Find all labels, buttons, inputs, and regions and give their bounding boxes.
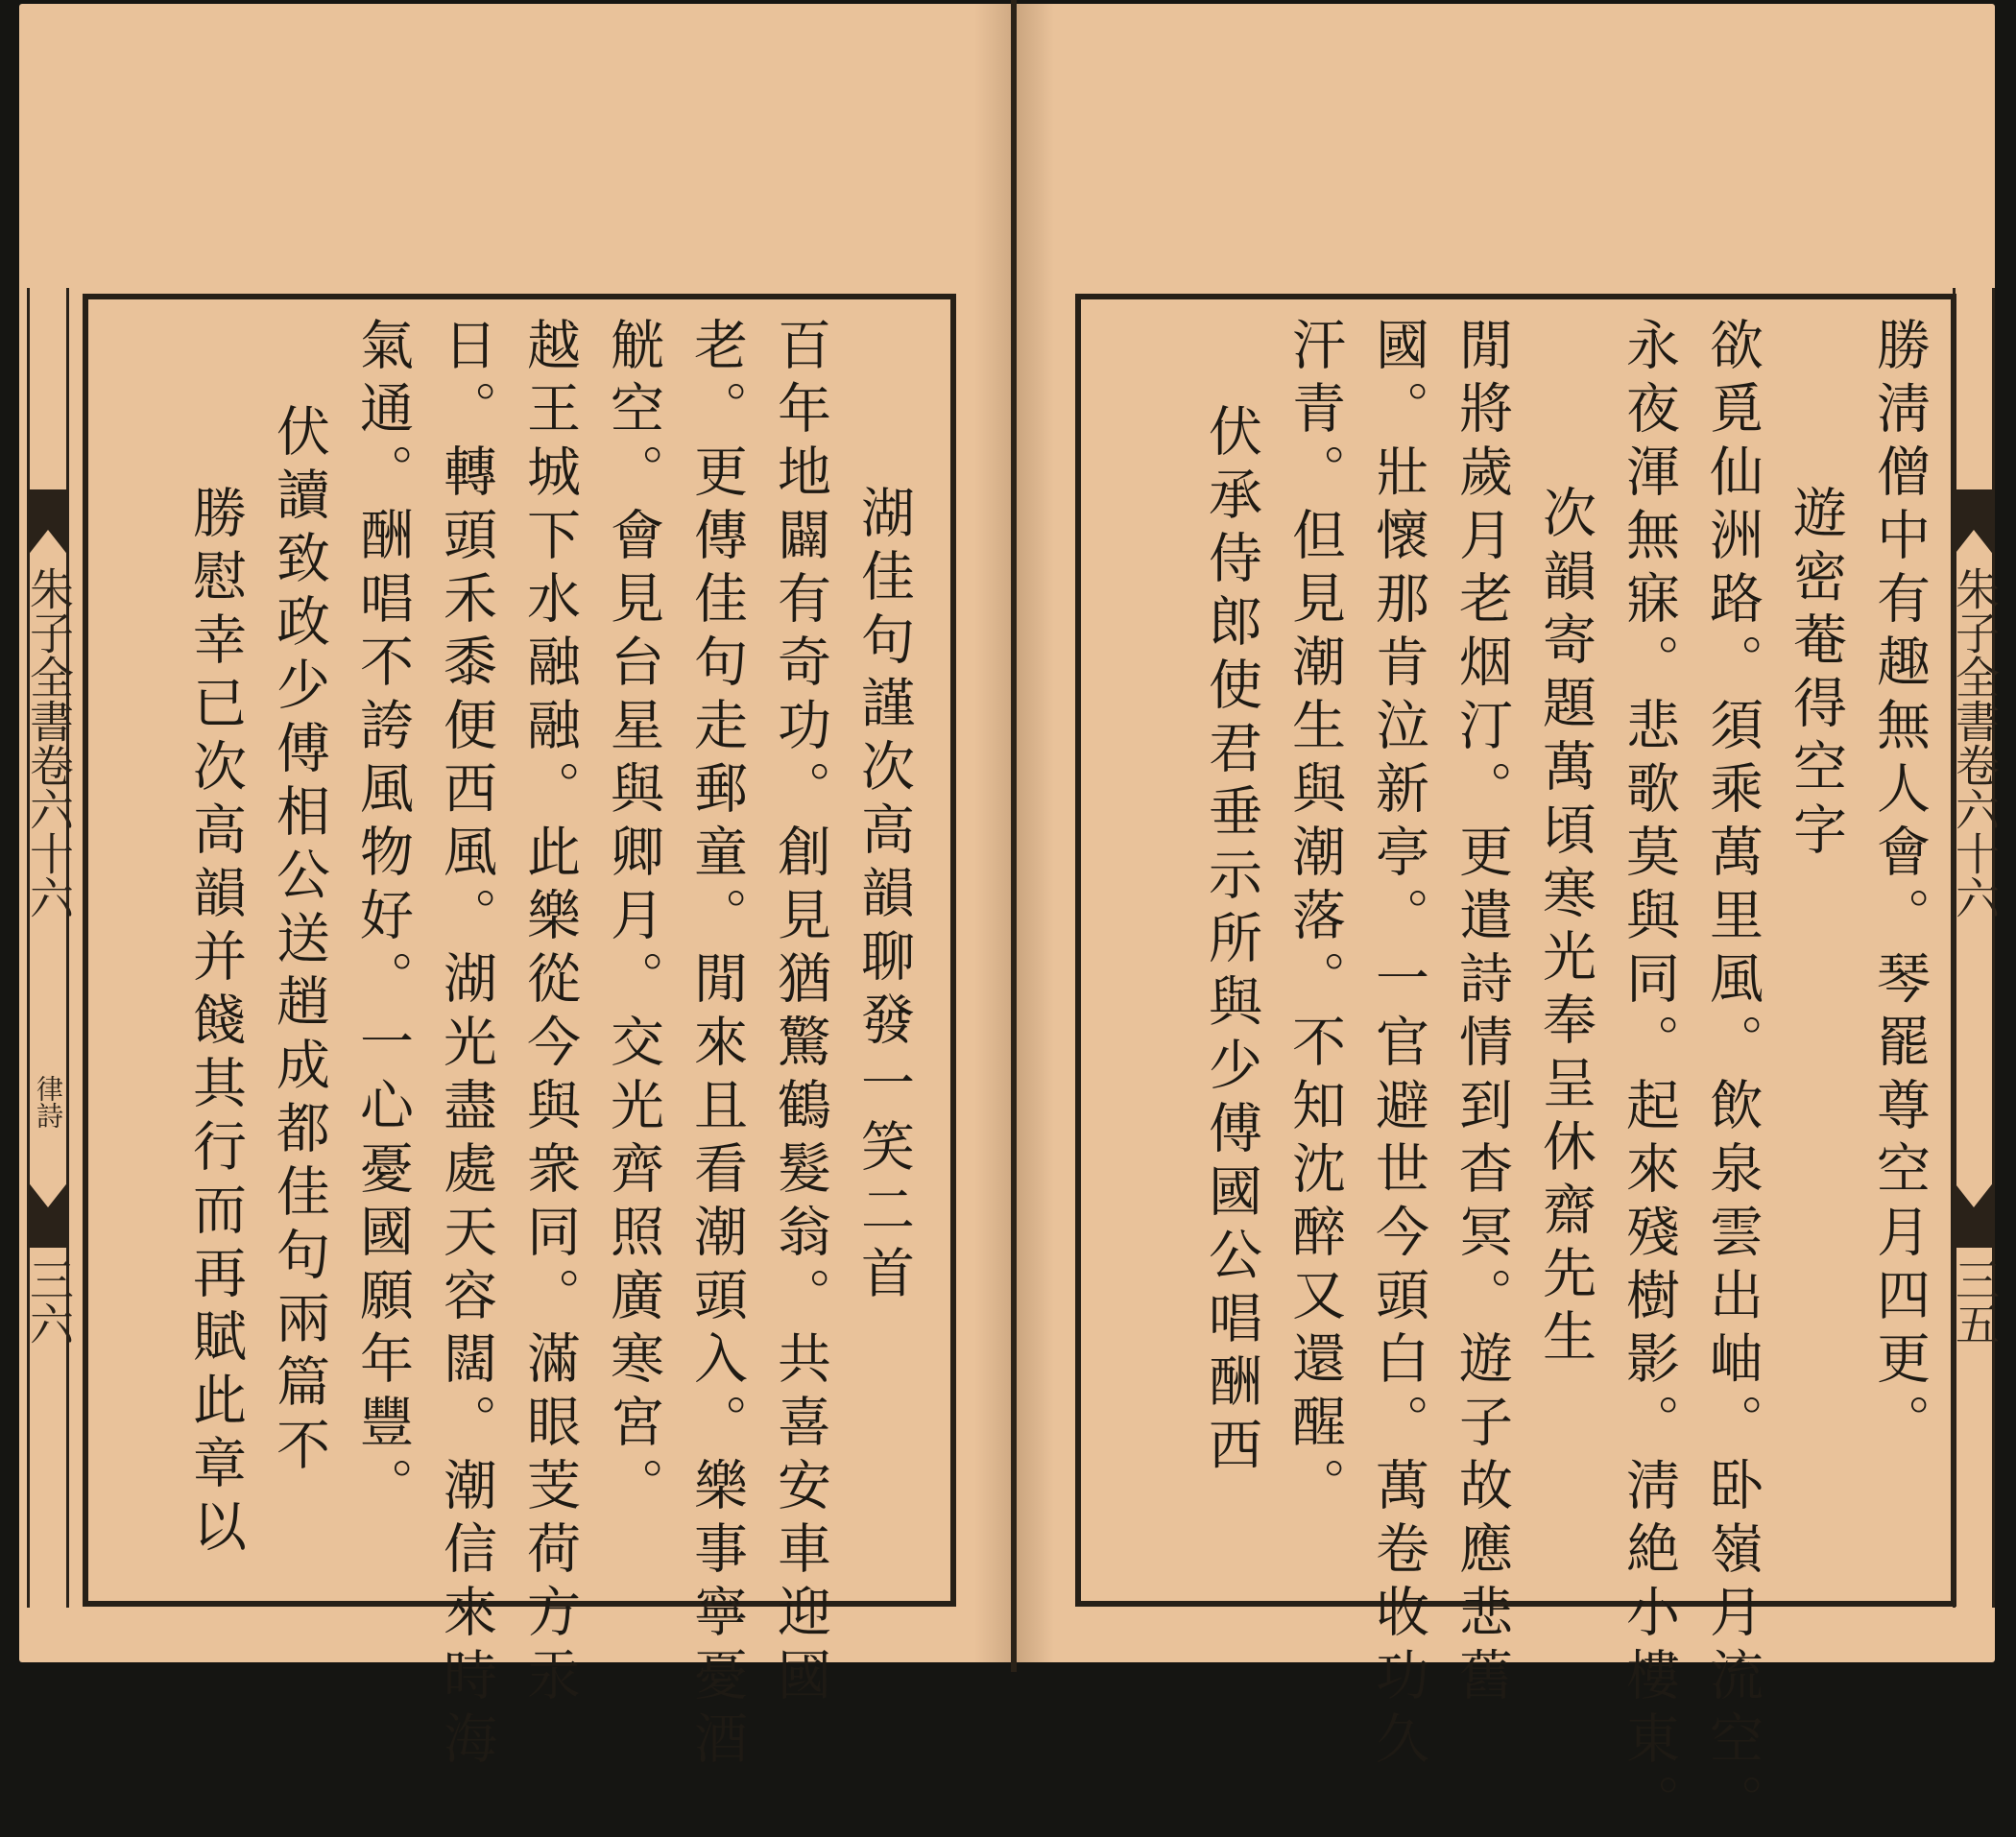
right-col-8: 汗青。但見潮生與潮落。不知沈醉又還醒。 bbox=[1284, 317, 1346, 1520]
left-col-7: 氣通。酬唱不誇風物好。一心憂國願年豐。 bbox=[351, 317, 414, 1520]
left-col-9: 勝慰幸已次高韻并餞其行而再賦此章以 bbox=[184, 485, 247, 1562]
left-col-1: 湖佳句謹次高韻聊發一笑二首 bbox=[852, 485, 915, 1308]
left-banxin-folio: 三六 bbox=[23, 1257, 75, 1346]
right-banxin-title: 朱子全書卷六十六 bbox=[1949, 566, 2001, 919]
right-col-9: 伏承侍郎使君垂示所與少傅國公唱酬西 bbox=[1200, 403, 1262, 1480]
book-spine bbox=[1011, 0, 1017, 1672]
right-col-7: 國。壯懷那肯泣新亭。一官避世今頭白。萬卷收功久 bbox=[1367, 317, 1429, 1774]
right-col-6: 閒將歲月老烟汀。更遣詩情到杳冥。遊子故應悲舊 bbox=[1451, 317, 1513, 1710]
left-page-gutter-shadow bbox=[974, 4, 1013, 1662]
left-banxin-title: 朱子全書卷六十六 bbox=[23, 566, 75, 919]
left-col-8: 伏讀致政少傅相公送趙成都佳句兩篇不 bbox=[268, 403, 330, 1480]
left-col-2: 百年地闢有奇功。創見猶驚鶴髮翁。共喜安車迎國 bbox=[769, 317, 831, 1710]
left-banxin-section: 律詩 bbox=[33, 1075, 64, 1129]
left-col-5: 越王城下水融融。此樂從今與衆同。滿眼芰荷方汞 bbox=[518, 317, 581, 1710]
right-banxin-folio: 三五 bbox=[1949, 1257, 2001, 1346]
right-col-2: 遊密菴得空字 bbox=[1785, 485, 1847, 865]
right-page-gutter-shadow bbox=[1016, 4, 1054, 1662]
left-col-6: 日。轉頭禾黍便西風。湖光盡處天容闊。潮信來時海 bbox=[435, 317, 497, 1774]
right-col-4: 永夜渾無寐。悲歌莫與同。起來殘樹影。淸絶小樓東。 bbox=[1618, 317, 1680, 1837]
right-col-1: 勝淸僧中有趣無人會。琴罷尊空月四更。 bbox=[1868, 317, 1931, 1457]
left-col-4: 觥空。會見台星與卿月。交光齊照廣寒宮。 bbox=[602, 317, 664, 1520]
right-col-3: 欲覓仙洲路。須乘萬里風。飲泉雲出岫。卧嶺月流空。 bbox=[1701, 317, 1764, 1837]
right-col-5: 次韻寄題萬頃寒光奉呈休齋先生 bbox=[1534, 485, 1596, 1372]
left-col-3: 老。更傳佳句走郵童。閒來且看潮頭入。樂事寧憂酒 bbox=[685, 317, 748, 1774]
